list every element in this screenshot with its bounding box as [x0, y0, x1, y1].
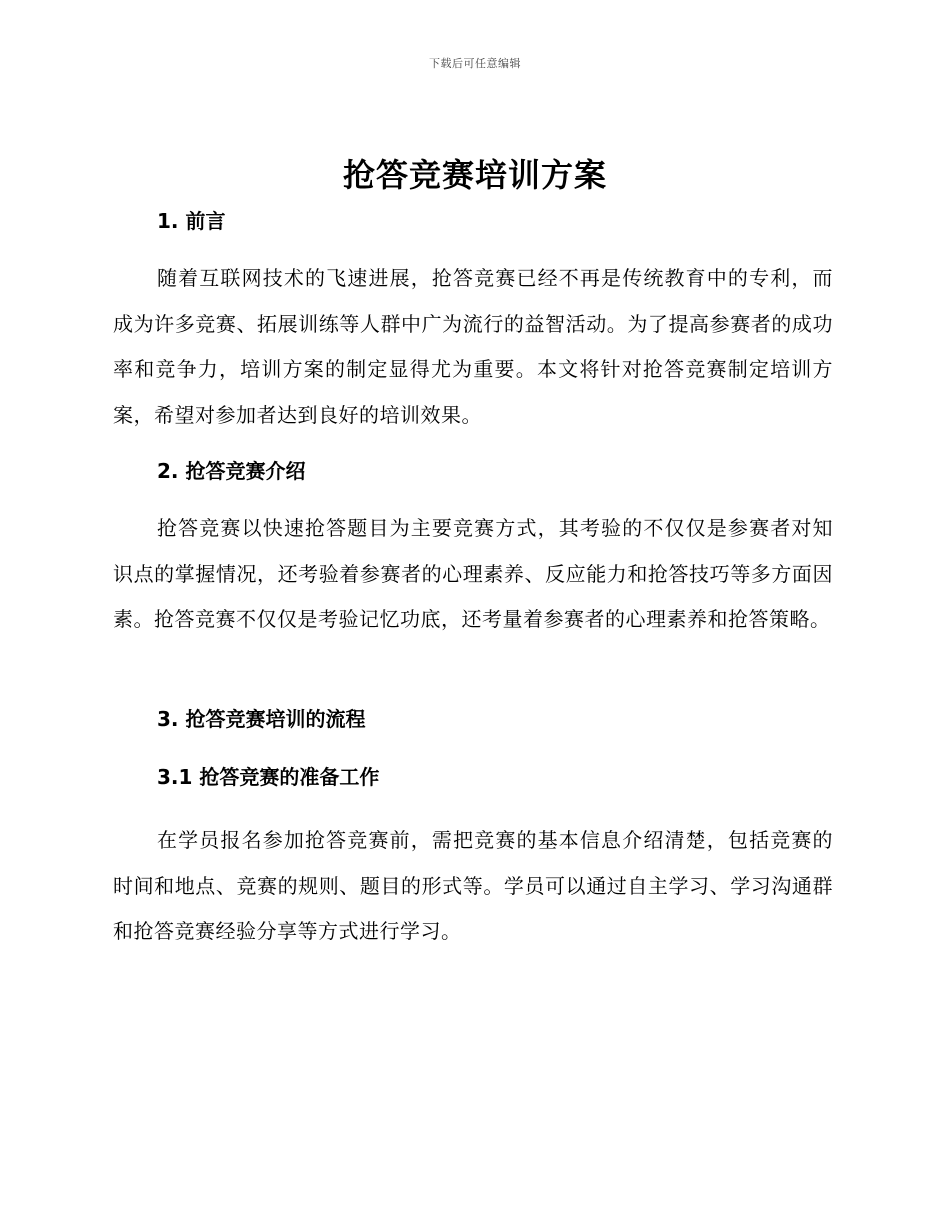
section-paragraph-introduction: 抢答竞赛以快速抢答题目为主要竞赛方式，其考验的不仅仅是参赛者对知识点的掌握情况，还考验着参赛者的心理素养、反应能力和抢答技巧等多方面因素。抢答竞赛不仅仅是考验记忆功底，还考量着参赛者的心理素养和抢答策略。 [113, 516, 833, 631]
section-heading-introduction: 2. 抢答竞赛介绍 [157, 459, 306, 483]
subsection-paragraph-preparation: 在学员报名参加抢答竞赛前，需把竞赛的基本信息介绍清楚，包括竞赛的时间和地点、竞赛的规则、题目的形式等。学员可以通过自主学习、学习沟通群和抢答竞赛经验分享等方式进行学习。 [113, 828, 833, 943]
document-title: 抢答竞赛培训方案 [342, 156, 607, 194]
header-note: 下载后可任意编辑 [429, 57, 521, 70]
section-heading-preface: 1. 前言 [157, 209, 226, 233]
subsection-heading-preparation: 3.1 抢答竞赛的准备工作 [157, 765, 380, 789]
section-paragraph-preface: 随着互联网技术的飞速进展，抢答竞赛已经不再是传统教育中的专利，而成为许多竞赛、拓展训练等人群中广为流行的益智活动。为了提高参赛者的成功率和竞争力，培训方案的制定显得尤为重要。本文将针对抢答竞赛制定培训方案，希望对参加者达到良好的培训效果。 [113, 266, 833, 427]
section-heading-training-process: 3. 抢答竞赛培训的流程 [157, 707, 366, 731]
